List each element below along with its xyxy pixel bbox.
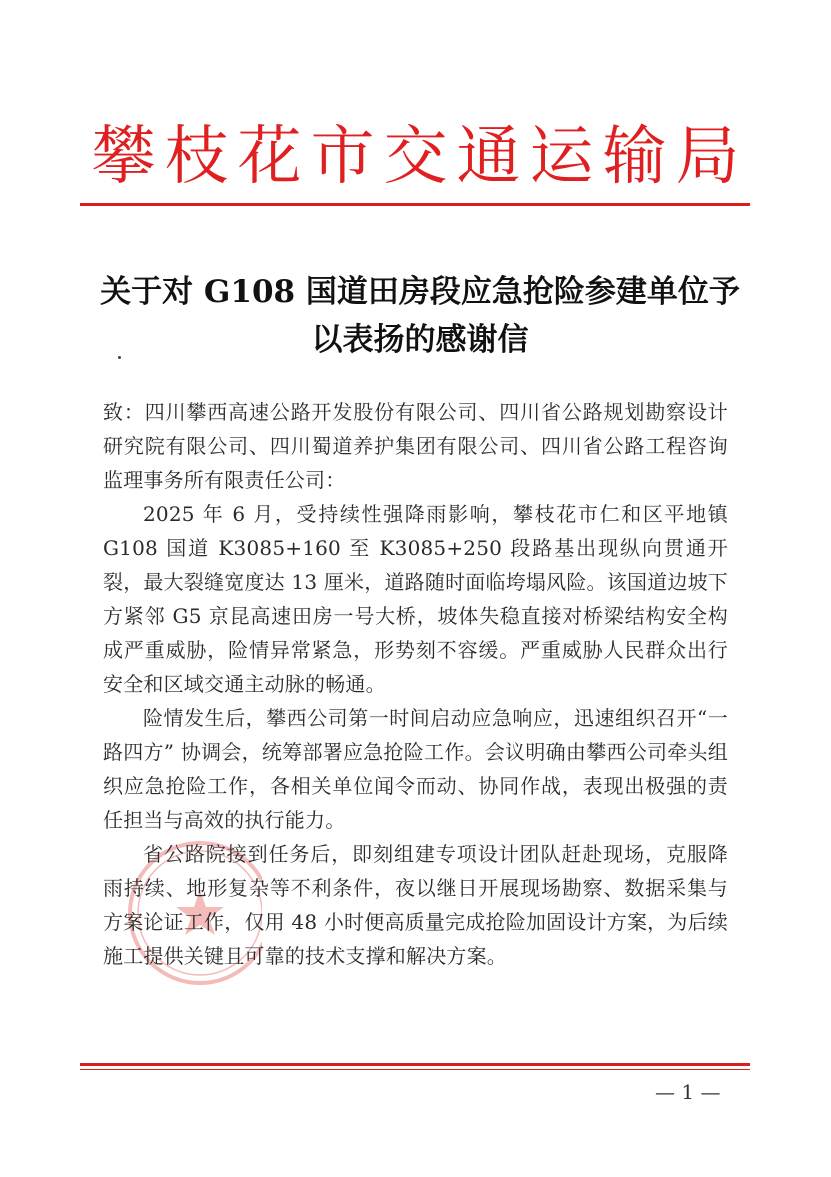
body-paragraph-1: 2025 年 6 月，受持续性强降雨影响，攀枝花市仁和区平地镇 G108 国道 K3085+160 至 K3085+250 段路基出现纵向贯通开裂，最大裂缝宽度达 13 厘米，道路随时面临垮塌风险。该国道边坡下方紧邻 G5 京昆高速田房一号大桥，坡体失稳直接对桥梁结构安全构成严重威胁，险情异常紧急，形势刻不容缓。严重威胁人民群众出行安全和区域交通主动脉的畅通。 — [103, 502, 728, 696]
document-title-line-2: 以表扬的感谢信 — [311, 322, 529, 358]
document-title-line-1: 关于对 G108 国道田房段应急抢险参建单位予 — [100, 274, 740, 310]
footer-red-rule-thin — [80, 1069, 750, 1070]
header-red-rule — [80, 203, 750, 206]
footer-red-rule — [80, 1063, 750, 1066]
body-paragraph-3: 省公路院接到任务后，即刻组建专项设计团队赶赴现场，克服降雨持续、地形复杂等不利条件，夜以继日开展现场勘察、数据采集与方案论证工作，仅用 48 小时便高质量完成抢险加固设计方案，为后续施工提供关键且可靠的技术支撑和解决方案。 — [103, 842, 728, 968]
document-title — [60, 268, 780, 364]
scan-dot-mark — [118, 356, 121, 359]
letter-body — [103, 395, 728, 973]
organization-header: 攀枝花市交通运输局 — [91, 120, 749, 194]
salutation: 致：四川攀西高速公路开发股份有限公司、四川省公路规划勘察设计研究院有限公司、四川蜀道养护集团有限公司、四川省公路工程咨询监理事务所有限责任公司： — [103, 400, 728, 492]
page-number: — 1 — — [655, 1080, 721, 1104]
body-paragraph-2: 险情发生后，攀西公司第一时间启动应急响应，迅速组织召开“一路四方” 协调会，统筹部署应急抢险工作。会议明确由攀西公司牵头组织应急抢险工作，各相关单位闻令而动、协同作战，表现出极强的责任担当与高效的执行能力。 — [103, 706, 728, 832]
